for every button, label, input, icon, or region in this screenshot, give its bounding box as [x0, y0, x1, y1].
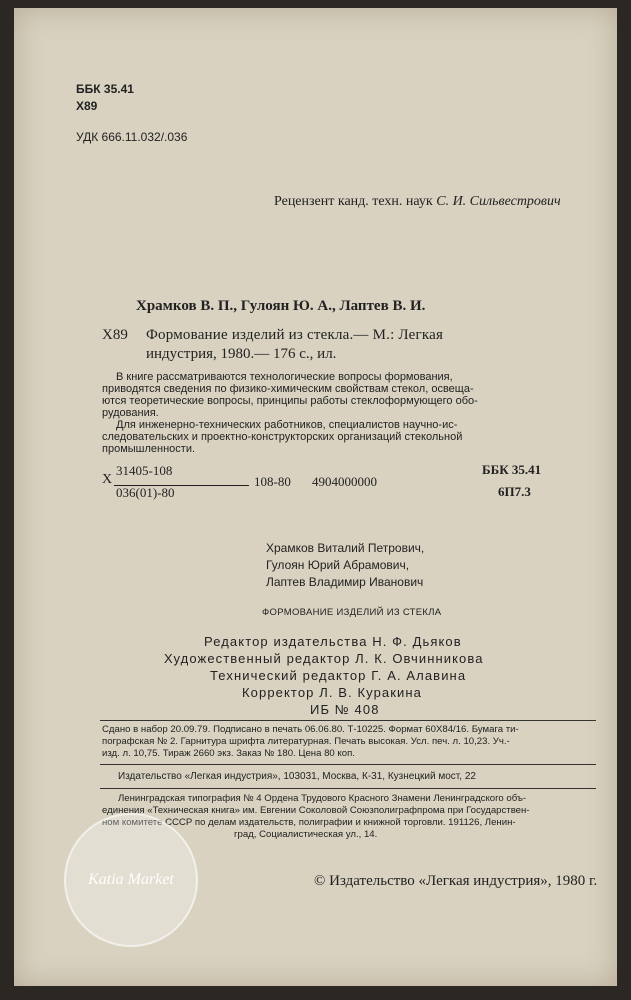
- credit-line: Редактор издательства Н. Ф. Дьяков: [204, 634, 462, 649]
- annotation-line: ются теоретические вопросы, принципы работы стеклоформующего обо-: [102, 395, 478, 407]
- book-title: ФОРМОВАНИЕ ИЗДЕЛИЙ ИЗ СТЕКЛА: [262, 607, 442, 618]
- full-name: Лаптев Владимир Иванович: [266, 575, 424, 589]
- entry-title-line1: Формование изделий из стекла.— М.: Легкая: [146, 327, 444, 343]
- divider: [100, 764, 596, 765]
- divider: [100, 788, 596, 789]
- index-mid: 108-80: [254, 474, 291, 489]
- credit-line: Корректор Л. В. Куракина: [242, 685, 423, 700]
- credit-line: ИБ № 408: [310, 702, 380, 717]
- watermark-text: Katia Market: [88, 871, 174, 888]
- book-page: [14, 8, 617, 986]
- printer-line: град, Социалистическая ул., 14.: [234, 829, 378, 840]
- reviewer-line: [274, 194, 561, 210]
- bbk-code: ББК 35.41: [76, 82, 134, 96]
- annotation-line: В книге рассматриваются технологические вопросы формования,: [116, 371, 453, 383]
- annotation-line: приводятся сведения по физико-химическим свойствам стекол, освеща-: [102, 383, 474, 395]
- divider: [100, 720, 596, 721]
- full-name: Гулоян Юрий Абрамович,: [266, 558, 410, 572]
- credit-line: Технический редактор Г. А. Алавина: [210, 668, 467, 683]
- annotation-line: Для инженерно-технических работников, специалистов научно-ис-: [116, 419, 458, 431]
- entry-code: Х89: [102, 327, 128, 343]
- imprint-line: Сдано в набор 20.09.79. Подписано в печать 06.06.80. Т-10225. Формат 60Х84/16. Бумага ти-: [102, 724, 519, 735]
- watermark-logo: [64, 813, 198, 947]
- credit-line: Художественный редактор Л. К. Овчинникова: [164, 651, 484, 666]
- udk-code: УДК 666.11.032/.036: [76, 130, 188, 144]
- index-number: 4904000000: [312, 474, 377, 489]
- index-x: Х: [102, 472, 113, 487]
- reviewer-name: С. И. Сильвестрович: [436, 194, 561, 209]
- imprint-line: пографская № 2. Гарнитура шрифта литературная. Печать высокая. Усл. печ. л. 10,23. Уч.-: [102, 736, 510, 747]
- printer-line: ном комитете СССР по делам издательств, полиграфии и книжной торговли. 191126, Ленин-: [102, 817, 516, 828]
- publisher-line: Издательство «Легкая индустрия», 103031, Москва, К-31, Кузнецкий мост, 22: [118, 771, 476, 782]
- reviewer-label: Рецензент канд. техн. наук: [274, 194, 433, 209]
- index-bbk: ББК 35.41: [482, 462, 542, 477]
- annotation-line: промышленности.: [102, 443, 196, 455]
- annotation-line: рудования.: [102, 407, 159, 419]
- entry-title-line2: индустрия, 1980.— 176 с., ил.: [146, 346, 337, 362]
- index-denominator: 036(01)-80: [116, 485, 175, 500]
- index-class: 6П7.3: [498, 484, 531, 499]
- imprint-line: изд. л. 10,75. Тираж 2660 экз. Заказ № 180. Цена 80 коп.: [102, 748, 355, 759]
- author-code: Х89: [76, 99, 98, 113]
- printer-line: единения «Техническая книга» им. Евгении Соколовой Союзполиграфпрома при Государствен-: [102, 805, 530, 816]
- printer-line: Ленинградская типография № 4 Ордена Трудового Красного Знамени Ленинградского объ-: [118, 793, 527, 804]
- copyright: © Издательство «Легкая индустрия», 1980 г.: [314, 873, 598, 889]
- annotation-line: следовательских и проектно-конструкторских организаций стекольной: [102, 431, 463, 443]
- index-numerator: 31405-108: [116, 463, 173, 478]
- authors-heading: Храмков В. П., Гулоян Ю. А., Лаптев В. И.: [136, 298, 426, 314]
- full-name: Храмков Виталий Петрович,: [266, 541, 425, 555]
